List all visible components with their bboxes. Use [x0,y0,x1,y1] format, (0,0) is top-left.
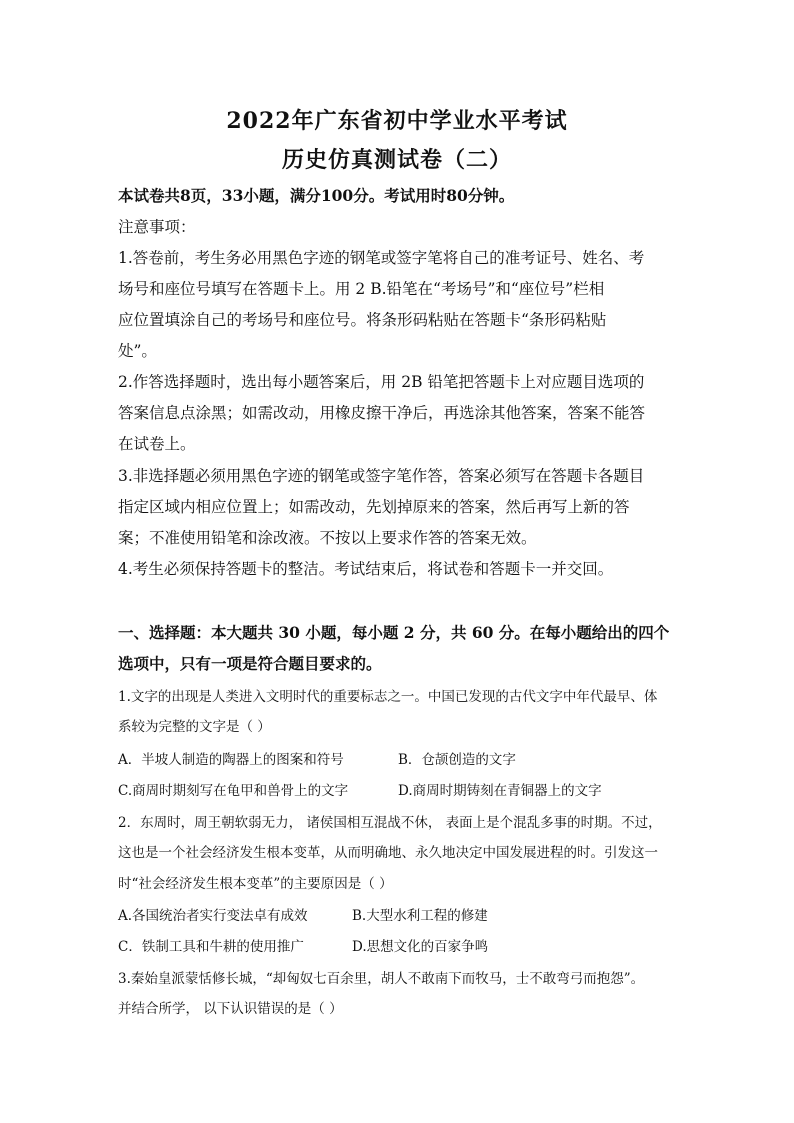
note-line: 场号和座位号填写在答题卡上。用 2 B.铅笔在“考场号”和“座位号”栏相 [118,280,605,298]
note-line: 2.作答选择题时，选出每小题答案后，用 2B 铅笔把答题卡上对应题目选项的 [118,373,645,391]
question-2-stem: 时“社会经济发生根本变革”的主要原因是（ ） [118,876,393,892]
question-2-stem: 这也是一个社会经济发生根本变革，从而明确地、永久地决定中国发展进程的时。引发这一 [118,845,658,861]
question-1-stem: 1.文字的出现是人类进入文明时代的重要标志之一。中国已发现的古代文字中年代最早、体 [118,689,658,705]
question-2-stem: 2．东周时，周王朝软弱无力， 诸侯国相互混战不休， 表面上是个混乱多事的时期。不过， [118,815,662,831]
exam-subtitle: 历史仿真测试卷（二） [281,147,512,173]
question-2-option-b: B.大型水利工程的修建 [352,908,488,924]
note-line: 案；不准使用铅笔和涂改液。不按以上要求作答的答案无效。 [118,529,537,547]
exam-intro: 本试卷共8页，33小题，满分100分。考试用时80分钟。 [118,186,515,205]
question-2-option-d: D.思想文化的百家争鸣 [352,939,489,955]
question-1-option-b: B．仓颉创造的文字 [398,752,516,768]
note-line: 在试卷上。 [118,435,196,453]
note-line: 应位置填涂自己的考场号和座位号。将条形码粘贴在答题卡“条形码粘贴 [118,311,607,329]
note-line: 4.考生必须保持答题卡的整洁。考试结束后，将试卷和答题卡一并交回。 [118,560,614,578]
question-1-option-a: A．半坡人制造的陶器上的图案和符号 [118,752,344,768]
note-line: 指定区域内相应位置上；如需改动，先划掉原来的答案，然后再写上新的答 [118,498,630,516]
section-heading: 选项中，只有一项是符合题目要求的。 [118,654,382,673]
exam-title: 2022年广东省初中学业水平考试 [226,108,568,134]
note-line: 处”。 [118,342,157,360]
note-line: 3.非选择题必须用黑色字迹的钢笔或签字笔作答，答案必须写在答题卡各题目 [118,467,645,485]
question-2-option-a: A.各国统治者实行变法卓有成效 [118,908,308,924]
question-2-option-c: C．铁制工具和牛耕的使用推广 [118,939,304,955]
section-heading: 一、选择题：本大题共 30 小题，每小题 2 分，共 60 分。在每小题给出的四个 [118,623,670,642]
note-line: 1.答卷前，考生务必用黑色字迹的钢笔或签字笔将自己的准考证号、姓名、考 [118,249,645,267]
question-3-stem: 并结合所学， 以下认识错误的是（ ） [118,1001,343,1017]
note-line: 答案信息点涂黑；如需改动，用橡皮擦干净后，再选涂其他答案，答案不能答 [118,404,646,422]
question-1-stem: 系较为完整的文字是（ ） [118,719,271,735]
question-1-option-d: D.商周时期铸刻在青铜器上的文字 [398,783,602,799]
question-1-option-c: C.商周时期刻写在龟甲和兽骨上的文字 [118,783,349,799]
question-3-stem: 3.秦始皇派蒙恬修长城，“却匈奴七百余里，胡人不敢南下而牧马，士不敢弯弓而抱怨”。 [118,971,645,987]
notes-heading: 注意事项： [118,218,196,236]
